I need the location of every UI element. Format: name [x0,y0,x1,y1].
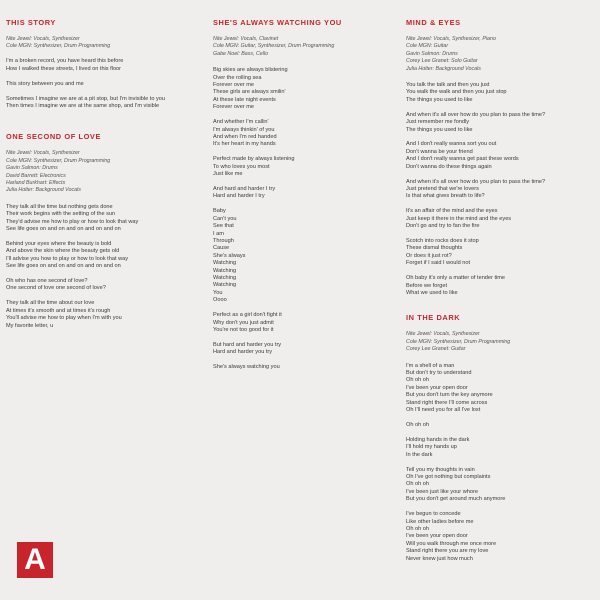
lyric-line: Big skies are always blistering [213,67,288,74]
lyric-line: Is that what gives breath to life? [406,193,485,200]
lyric-line: But don't try to understand [406,370,472,376]
lyric-line: Oh I'll need you for all I've lost [406,407,481,414]
lyric-line: Oh I've got nothing but complaints [406,473,491,480]
lyric-line: Cause [213,245,230,252]
lyric-line: My favorite letter, u [6,322,54,329]
lyric-line: Can't you [213,215,237,222]
credit-line: Julia Holter: Background Vocals [6,187,81,194]
credit-line: Cole MGN: Synthesizer, Drum Programming [6,157,111,164]
lyric-stanza [406,467,596,504]
lyric-line: See life goes on and on and on and on and on [6,263,121,270]
lyric-line: You'll advise me how to play when I'm with you [6,315,122,322]
lyric-line: The things you used to like [406,126,473,133]
lyric-line: Oh oh oh [406,481,430,488]
lyric-stanza [213,186,393,201]
credit-line: Gavin Salmon: Drums [6,165,58,172]
credit-line: Gavin Salmon: Drums [406,50,458,57]
lyric-line: I've been just like your whore [406,488,478,495]
song-one-second-of-love [6,132,201,330]
lyric-line: And when it's all over how do you plan to pass the time? [406,178,546,185]
lyric-stanza [213,342,393,357]
lyric-stanza [6,204,201,234]
lyric-line: Just keep it there in the mind and the eyes [406,215,512,222]
lyric-line: Don't wanna do these things again [406,163,492,170]
lyric-line: But you don't get around much anymore [406,496,506,503]
lyric-line: One second of love one second of love? [6,285,106,292]
lyric-line: And hard and harder I try [213,186,276,192]
lyrics-column-2 [213,18,393,386]
lyric-line: Or does it just rot? [406,252,452,259]
lyric-line: And I don't really wanna sort you out [406,141,497,148]
lyric-line: See that [213,223,234,230]
lyric-stanza [406,179,596,201]
lyric-stanza [406,437,596,459]
song-credits [6,36,201,51]
lyric-line: In the dark [406,451,433,458]
lyric-stanza [213,208,393,304]
lyric-line: I've begun to concede [406,511,461,518]
lyric-stanza [406,238,596,268]
lyric-stanza [213,67,393,111]
lyric-line: Through [213,237,234,244]
lyric-line: And when it's all over how do you plan to pass the time? [406,111,546,118]
credit-line: Nite Jewel: Vocals, Clavinet [213,36,279,42]
lyric-line: To who loves you most [213,163,270,170]
lyric-line: Tell you my thoughts in vain [406,466,475,473]
lyric-stanza [6,81,201,88]
song-this-story [6,18,201,110]
lyric-line: Will you walk through me once more [406,540,497,547]
lyric-line: Watching [213,267,237,274]
lyric-line: How I walked these streets, I lived on this floor [6,65,122,72]
lyric-line: I'll hold my hands up [406,444,457,451]
lyric-line: And when I'm red handed [213,133,277,140]
lyric-stanza [213,119,393,149]
song-title: SHE'S ALWAYS WATCHING YOU [213,18,342,27]
credit-line: Julia Holter: Background Vocals [406,65,481,72]
lyric-line: Perfect made by always listening [213,156,295,163]
song-mind-and-eyes [406,18,596,297]
lyric-line: They talk all the time about our love [6,300,95,307]
credit-line: Nite Jewel: Vocals, Synthesizer [6,36,80,42]
credit-line: Cole MGN: Guitar [406,43,449,50]
song-credits [406,36,596,73]
credit-line: Nite Jewel: Vocals, Synthesizer, Piano [406,36,496,42]
lyric-line: Oh oh oh [406,525,430,532]
lyric-line: I'm a shell of a man [406,362,455,369]
credit-line: Cole MGN: Guitar, Synthesizer, Drum Programming [213,43,335,50]
credit-line: Nite Jewel: Vocals, Synthesizer [6,150,80,157]
lyric-line: She's always watching you [213,364,280,371]
lyric-line: And whether I'm callin' [213,119,269,126]
lyric-stanza [6,278,201,293]
lyric-line: I've been your open door [406,533,468,540]
lyric-stanza [6,241,201,271]
lyric-line: I'm always thinkin' of you [213,126,275,133]
credit-line: Nite Jewel: Vocals, Synthesizer [406,331,480,338]
lyrics-column-1 [6,18,201,344]
lyric-stanza [6,58,201,73]
lyric-line: Stand right there I'll come across [406,399,488,406]
song-title: ONE SECOND OF LOVE [6,132,101,142]
song-shes-always-watching-you [213,18,393,372]
lyric-stanza [406,422,596,429]
lyric-line: Scotch into rocks does it stop [406,238,479,245]
credit-line: Corey Lee Granet: Solo Guitar [406,58,478,65]
lyric-line: You [213,289,223,296]
lyric-line: They talk all the time but nothing gets done [6,203,113,210]
lyric-line: The things you used to like [406,96,473,103]
lyric-line: I've been your open door [406,384,468,391]
lyric-line: But hard and harder you try [213,341,282,348]
lyric-line: Hard and harder I try [213,193,265,200]
lyric-line: But you don't turn the key anymore [406,392,493,399]
lyric-line: At these late night events [213,96,276,103]
lyric-line: Sometimes I imagine we are at a pit stop, but I'm invisible to you [6,95,166,102]
credit-line: David Barrett: Electronics [6,172,66,179]
credit-line: Gabe Noel: Bass, Cello [213,50,269,57]
lyric-stanza [406,112,596,134]
lyric-line: What we used to like [406,289,458,296]
lyric-line: Their work begins with the setting of the sun [6,211,116,218]
lyric-line: Don't go and try to fan the fire [406,223,480,230]
song-in-the-dark [406,313,596,563]
lyric-line: Like other ladies before me [406,518,474,525]
lyric-line: Watching [213,274,237,281]
lyric-stanza [406,275,596,297]
lyric-line: Hard and harder you try [213,349,273,356]
lyric-stanza [406,363,596,415]
lyric-line: This story between you and me [6,80,84,87]
lyric-line: It's an affair of the mind and the eyes [406,208,498,215]
lyric-line: They'd advise me how to play or how to look that way [6,218,139,225]
lyric-line: Perfect as a girl don't fight it [213,312,282,319]
credit-line: Cole MGN: Synthesizer, Drum Programming [6,43,111,50]
lyric-line: Behind your eyes where the beauty is bold [6,240,112,247]
lyric-line: I'll advise you how to play or how to look that way [6,255,129,262]
song-credits [6,150,201,194]
lyric-line: Forget if I said I would not [406,260,471,267]
lyric-stanza [6,300,201,330]
lyric-line: Forever over me [213,82,255,89]
lyric-stanza [213,364,393,371]
song-title: THIS STORY [6,18,56,27]
side-a-badge: A [17,542,53,578]
song-credits [213,36,393,58]
lyric-line: Then times I imagine we are at the same shop, and I'm visible [6,102,160,109]
lyric-line: Oh oh oh [406,377,430,384]
lyrics-column-3 [406,18,596,577]
song-credits [406,331,596,353]
lyric-line: Don't wanna be your friend [406,148,473,155]
lyric-stanza [213,312,393,334]
lyric-line: Over the rolling sea [213,74,262,81]
lyric-line: Oooo [213,297,227,304]
lyric-stanza [406,141,596,171]
lyric-line: You walk the walk and then you just stop [406,89,507,96]
lyric-line: Forever over me [213,104,255,111]
lyric-line: You're not too good for it [213,326,274,333]
lyric-line: Oh baby it's only a matter of tender time [406,275,506,282]
lyric-line: Baby [213,208,226,215]
credit-line: Cole MGN: Synthesizer, Drum Programming [406,338,511,345]
lyric-line: These dismal thoughts [406,245,463,252]
lyric-line: Just like me [213,171,243,178]
lyric-line: These girls are always smilin' [213,89,286,96]
lyric-line: Before we forget [406,282,448,289]
lyric-line: Never knew just how much [406,555,473,562]
lyric-stanza [213,156,393,178]
lyric-line: I am [213,230,224,237]
lyric-line: Just remember me fondly [406,119,470,126]
lyric-line: She's always [213,252,246,259]
lyric-line: Oh oh oh [406,421,430,428]
lyric-stanza [406,82,596,104]
song-title: IN THE DARK [406,313,461,323]
lyric-line: Watching [213,260,237,267]
lyric-line: At times it's smooth and at times it's rough [6,307,111,314]
song-title: MIND & EYES [406,18,461,27]
lyric-line: And above the skin where the beauty gets old [6,248,120,255]
lyric-line: Why don't you just admit [213,319,274,326]
credit-line: Corey Lee Granet: Guitar [406,346,466,353]
lyric-line: Oh who has one second of love? [6,278,88,285]
lyric-line: Just pretend that we're lovers [406,186,479,192]
lyric-line: See life goes on and on and on and on and on [6,226,121,232]
lyric-stanza [406,208,596,230]
lyric-line: I'm a broken record, you have heard this before [6,58,124,65]
lyric-line: And I don't really wanna get past these words [406,156,519,163]
lyric-line: You talk the talk and then you just [406,82,490,89]
credit-line: Harland Burkhart: Effects [6,179,66,186]
lyric-line: It's her heart in my hands [213,141,276,148]
lyric-line: Holding hands in the dark [406,436,470,443]
lyric-stanza [406,511,596,563]
lyric-line: Stand right there you are my love [406,548,489,555]
lyric-line: Watching [213,282,237,289]
lyric-stanza [6,96,201,111]
